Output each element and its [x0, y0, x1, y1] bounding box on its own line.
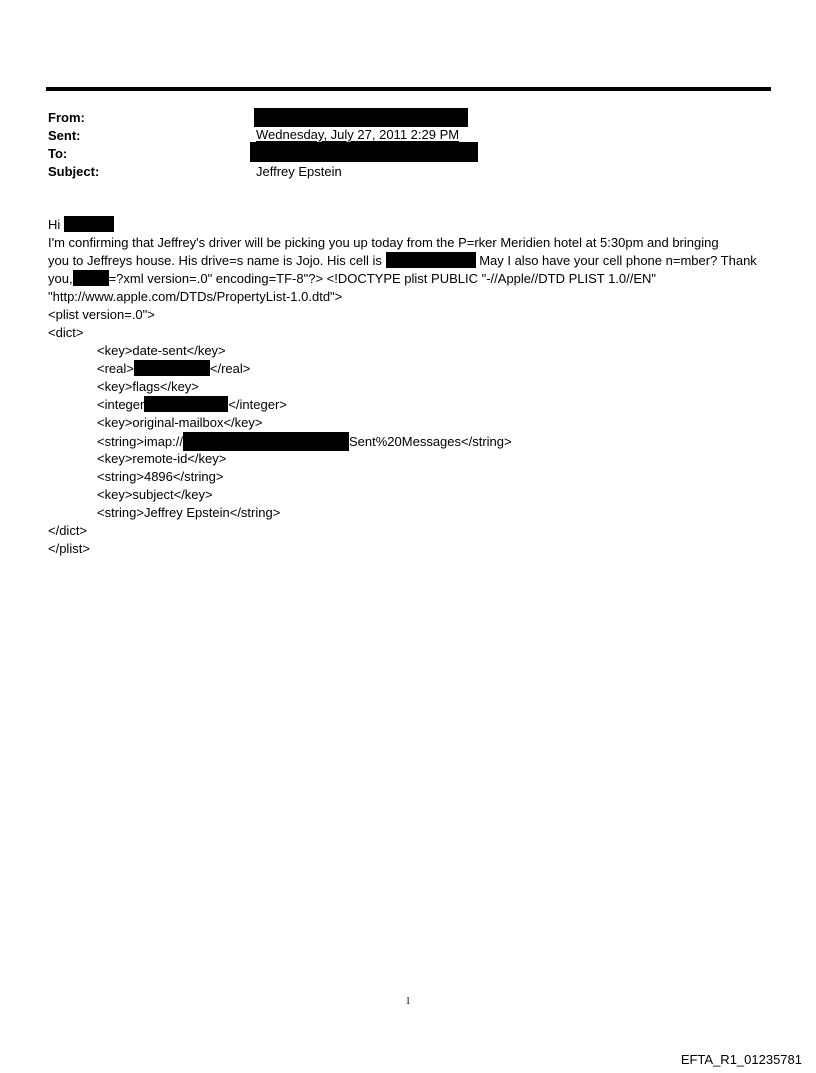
- plist-line-integer: [97, 396, 287, 414]
- plist-line-4896: <string>4896</string>: [97, 469, 224, 484]
- subject-value: Jeffrey Epstein: [256, 164, 342, 179]
- from-redaction: [254, 108, 468, 127]
- integer-redaction: [144, 396, 228, 412]
- plist-line-subject-value: <string>Jeffrey Epstein</string>: [97, 505, 281, 520]
- plist-line-flags: <key>flags</key>: [97, 379, 199, 394]
- body-line-2a: you to Jeffreys house. His drive=s name is Jojo. His cell is: [48, 253, 382, 268]
- to-redaction: [250, 142, 478, 162]
- plist-line-original-mailbox: <key>original-mailbox</key>: [97, 415, 263, 430]
- sent-label: Sent:: [48, 128, 81, 143]
- body-line-6: <dict>: [48, 325, 84, 340]
- plist-integer-close: </integer>: [228, 397, 287, 412]
- page-number: 1: [405, 996, 411, 1007]
- body-line-1: I'm confirming that Jeffrey's driver will be picking you up today from the P=rker Meridien hotel at 5:30pm and bringing: [48, 235, 719, 250]
- plist-real-close: </real>: [209, 361, 251, 376]
- plist-integer-open: <integer: [97, 397, 145, 412]
- body-line-2b: May I also have your cell phone n=mber? Thank: [479, 253, 757, 268]
- greeting-text: Hi: [48, 217, 61, 232]
- plist-dict-close: </dict>: [48, 523, 88, 538]
- body-line-2: [48, 252, 757, 270]
- document-id-footer: EFTA_R1_01235781: [680, 1052, 802, 1067]
- plist-real-open: <real>: [97, 361, 134, 376]
- name-redaction: [64, 216, 114, 232]
- plist-line-subject-key: <key>subject</key>: [97, 487, 213, 502]
- greeting-line: [48, 216, 114, 234]
- header-rule: [46, 87, 771, 91]
- plist-close: </plist>: [48, 541, 90, 556]
- signature-redaction: [73, 270, 109, 286]
- plist-line-imap: [97, 432, 512, 451]
- plist-line-real: [97, 360, 250, 378]
- body-line-5: <plist version=.0">: [48, 307, 155, 322]
- from-label: From:: [48, 110, 85, 125]
- sent-value: Wednesday, July 27, 2011 2:29 PM: [256, 127, 460, 142]
- body-line-4: "http://www.apple.com/DTDs/PropertyList-1.0.dtd">: [48, 289, 343, 304]
- body-line-3: [48, 270, 656, 288]
- cell-redaction: [386, 252, 476, 268]
- plist-line-date-sent: <key>date-sent</key>: [97, 343, 226, 358]
- plist-line-remote-id: <key>remote-id</key>: [97, 451, 227, 466]
- plist-imap-open: <string>imap://: [97, 434, 183, 449]
- to-label: To:: [48, 146, 68, 161]
- real-redaction: [134, 360, 210, 376]
- plist-imap-close: Sent%20Messages</string>: [349, 434, 512, 449]
- imap-redaction: [183, 432, 349, 451]
- subject-label: Subject:: [48, 164, 100, 179]
- body-line-3a: you,: [48, 271, 73, 286]
- body-line-3b: =?xml version=.0" encoding=TF-8"?> <!DOCTYPE plist PUBLIC "-//Apple//DTD PLIST 1.0//EN": [108, 271, 657, 286]
